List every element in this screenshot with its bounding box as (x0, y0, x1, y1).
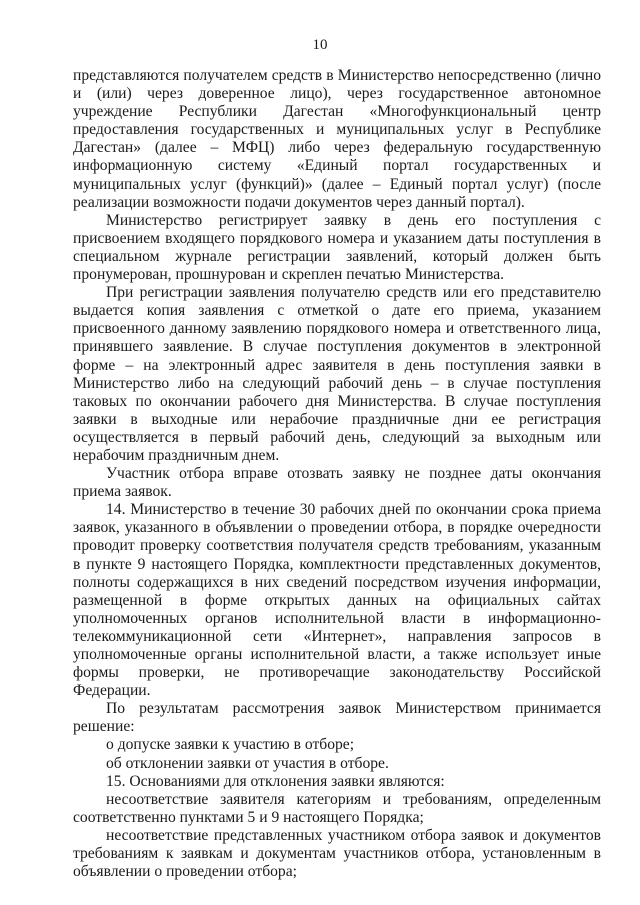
paragraph: При регистрации заявления получателю средств или его представителю выдается копия заявления с отметкой о дате его приема, указанием присвоенного данному заявлению порядкового номера и ответственного лица, принявшего заявление. В случае поступления документов в электронной форме – на электронный адрес заявителя в день поступления заявки в Министерство либо на следующий рабочий день – в случае поступления таковых по окончании рабочего дня Министерства. В случае поступления заявки в выходные или нерабочие праздничные дни ее регистрация осуществляется в первый рабочий день, следующий за выходным или нерабочим праздничным днем. (73, 284, 601, 464)
paragraph: По результатам рассмотрения заявок Министерством принимается решение: (73, 700, 601, 736)
paragraph: представляются получателем средств в Министерство непосредственно (лично и (или) через доверенное лицо), через государственное автономное учреждение Республики Дагестан «Многофункциональный центр предоставления государственных и муниципальных услуг в Республике Дагестан» (далее – МФЦ) либо через федеральную государственную информационную систему «Единый портал государственных и муниципальных услуг (функций)» (далее – Единый портал услуг) (после реализации возможности подачи документов через данный портал). (73, 67, 601, 211)
list-item: несоответствие представленных участником отбора заявок и документов требованиям к заявкам и документам участников отбора, установленным в объявлении о проведении отбора; (73, 826, 601, 881)
document-body (73, 67, 601, 881)
paragraph: Министерство регистрирует заявку в день его поступления с присвоением входящего порядкового номера и указанием даты поступления в специальном журнале регистрации заявлений, который должен быть пронумерован, прошнурован и скреплен печатью Министерства. (73, 211, 601, 284)
paragraph: 14. Министерство в течение 30 рабочих дней по окончании срока приема заявок, указанного в объявлении о проведении отбора, в порядке очередности проводит проверку соответствия получателя средств требованиям, указанным в пункте 9 настоящего Порядка, комплектности представленных документов, полноты содержащихся в них сведений посредством изучения информации, размещенной в форме открытых данных на официальных сайтах уполномоченных органов исполнительной власти в информационно-телекоммуникационной сети «Интернет», направления запросов в уполномоченные органы исполнительной власти, а также использует иные формы проверки, не противоречащие законодательству Российской Федерации. (73, 501, 601, 700)
paragraph: 15. Основаниями для отклонения заявки являются: (106, 772, 445, 790)
list-item: о допуске заявки к участию в отборе; (106, 736, 355, 754)
paragraph: Участник отбора вправе отозвать заявку не позднее даты окончания приема заявок. (73, 465, 601, 501)
list-item: несоответствие заявителя категориям и требованиям, определенным соответственно пунктами 5 и 9 настоящего Порядка; (73, 790, 601, 826)
page-number: 10 (312, 37, 328, 53)
list-item: об отклонении заявки от участия в отборе. (106, 754, 389, 772)
